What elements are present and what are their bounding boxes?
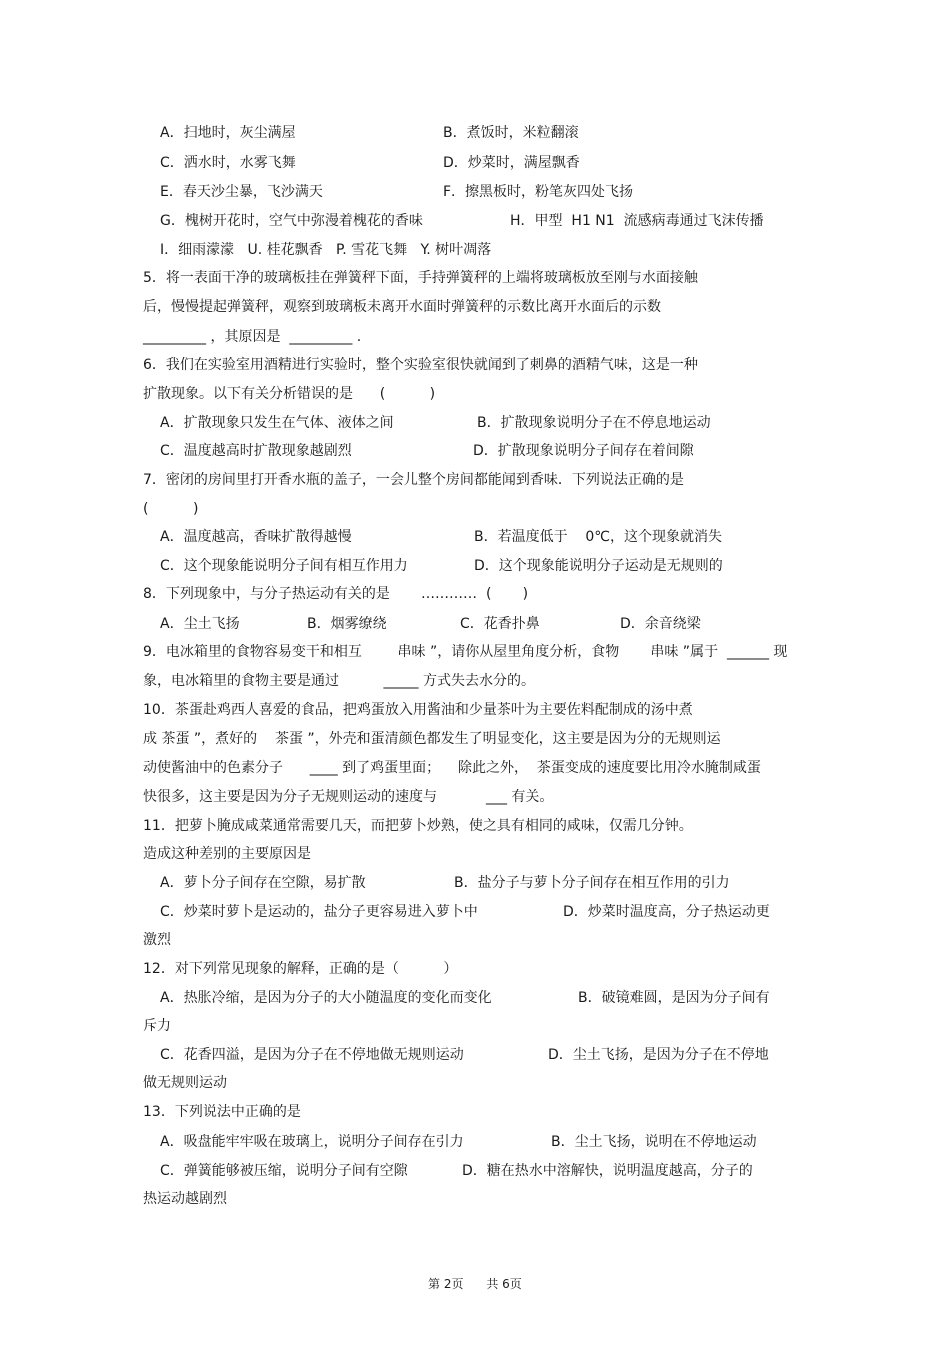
text-line: C．花香四溢，是因为分子在不停地做无规则运动	[160, 1047, 464, 1063]
text-line: D．这个现象能说明分子运动是无规则的	[474, 558, 723, 574]
text-line: G．槐树开花时，空气中弥漫着槐花的香味	[160, 213, 423, 229]
text-line: C．洒水时，水雾飞舞	[160, 155, 296, 171]
text-line: A．扩散现象只发生在气体、液体之间	[160, 415, 394, 431]
text-line: C．温度越高时扩散现象越剧烈	[160, 443, 352, 459]
text-line: 8．下列现象中，与分子热运动有关的是 ………… ( )	[143, 586, 529, 602]
text-line: 12．对下列常见现象的解释，正确的是（ ）	[143, 961, 458, 977]
text-line: A．尘土飞扬	[160, 616, 240, 632]
text-line: A．吸盘能牢牢吸在玻璃上，说明分子间存在引力	[160, 1134, 464, 1150]
text-line: 成 茶蛋 ”，煮好的 茶蛋 ”，外壳和蛋清颜色都发生了明显变化，这主要是因为分的无规则运	[143, 731, 721, 747]
text-line: 造成这种差别的主要原因是	[143, 846, 311, 862]
text-line: ( )	[143, 501, 199, 517]
text-line: 9．电冰箱里的食物容易变干和相互 串味 ”，请你从屋里角度分析，食物 串味 ”属于 ______ 现	[143, 644, 788, 660]
text-line: C．弹簧能够被压缩，说明分子间有空隙	[160, 1163, 408, 1179]
text-line: D．糖在热水中溶解快，说明温度越高，分子的	[462, 1163, 753, 1179]
text-line: C．炒菜时萝卜是运动的，盐分子更容易进入萝卜中	[160, 904, 478, 920]
text-line: A．温度越高，香味扩散得越慢	[160, 529, 352, 545]
text-line: 做无规则运动	[143, 1075, 227, 1091]
text-line: B．破镜难圆，是因为分子间有	[578, 990, 770, 1006]
page-footer: 第 2页 共 6页	[428, 1277, 522, 1291]
text-line: 斥力	[143, 1018, 171, 1034]
text-line: E．春天沙尘暴，飞沙满天	[160, 184, 323, 200]
text-line: 5．将一表面干净的玻璃板挂在弹簧秤下面，手持弹簧秤的上端将玻璃板放至刚与水面接触	[143, 270, 698, 286]
text-line: B．尘土飞扬，说明在不停地运动	[551, 1134, 757, 1150]
text-line: 热运动越剧烈	[143, 1191, 227, 1207]
text-line: H．甲型 H1 N1 流感病毒通过飞沫传播	[510, 213, 764, 229]
text-line: D．炒菜时，满屋飘香	[443, 155, 580, 171]
text-line: 6．我们在实验室用酒精进行实验时，整个实验室很快就闻到了刺鼻的酒精气味，这是一种	[143, 357, 698, 373]
text-line: _________ ，其原因是 _________ .	[143, 329, 362, 345]
text-line: 10．茶蛋赴鸡西人喜爱的食品，把鸡蛋放入用酱油和少量茶叶为主要佐料配制成的汤中煮	[143, 702, 693, 718]
text-line: 7．密闭的房间里打开香水瓶的盖子，一会儿整个房间都能闻到香味．下列说法正确的是	[143, 472, 684, 488]
text-line: B．烟雾缭绕	[307, 616, 387, 632]
text-line: D．尘土飞扬，是因为分子在不停地	[548, 1047, 769, 1063]
text-line: F．擦黑板时，粉笔灰四处飞扬	[443, 184, 634, 200]
text-line: 扩散现象。以下有关分析错误的是 ( )	[143, 386, 436, 402]
text-line: I．细雨濛濛 U. 桂花飘香 P. 雪花飞舞 Y. 树叶凋落	[160, 242, 492, 258]
text-line: A．扫地时，灰尘满屋	[160, 125, 296, 141]
text-line: 13．下列说法中正确的是	[143, 1104, 301, 1120]
text-line: B．扩散现象说明分子在不停息地运动	[477, 415, 711, 431]
text-line: B．盐分子与萝卜分子间存在相互作用的引力	[454, 875, 730, 891]
text-line: A．萝卜分子间存在空隙，易扩散	[160, 875, 366, 891]
text-line: 快很多，这主要是因为分子无规则运动的速度与 ___ 有关。	[143, 789, 554, 805]
text-line: D．炒菜时温度高，分子热运动更	[563, 904, 770, 920]
text-line: C．这个现象能说明分子间有相互作用力	[160, 558, 408, 574]
text-line: D．扩散现象说明分子间存在着间隙	[473, 443, 694, 459]
text-line: B．煮饭时，米粒翻滚	[443, 125, 579, 141]
text-line: B．若温度低于 0℃，这个现象就消失	[474, 529, 723, 545]
text-line: 11．把萝卜腌成咸菜通常需要几天，而把萝卜炒熟，使之具有相同的咸味，仅需几分钟。	[143, 818, 693, 834]
text-line: A．热胀冷缩，是因为分子的大小随温度的变化而变化	[160, 990, 492, 1006]
text-line: 象，电冰箱里的食物主要是通过 _____ 方式失去水分的。	[143, 673, 535, 689]
text-line: 动使酱油中的色素分子 ____ 到了鸡蛋里面； 除此之外， 茶蛋变成的速度要比用冷水腌制咸蛋	[143, 760, 761, 776]
text-line: D．余音绕梁	[620, 616, 701, 632]
text-line: 激烈	[143, 932, 171, 948]
text-line: C．花香扑鼻	[460, 616, 540, 632]
text-line: 后，慢慢提起弹簧秤，观察到玻璃板未离开水面时弹簧秤的示数比离开水面后的示数	[143, 299, 661, 315]
